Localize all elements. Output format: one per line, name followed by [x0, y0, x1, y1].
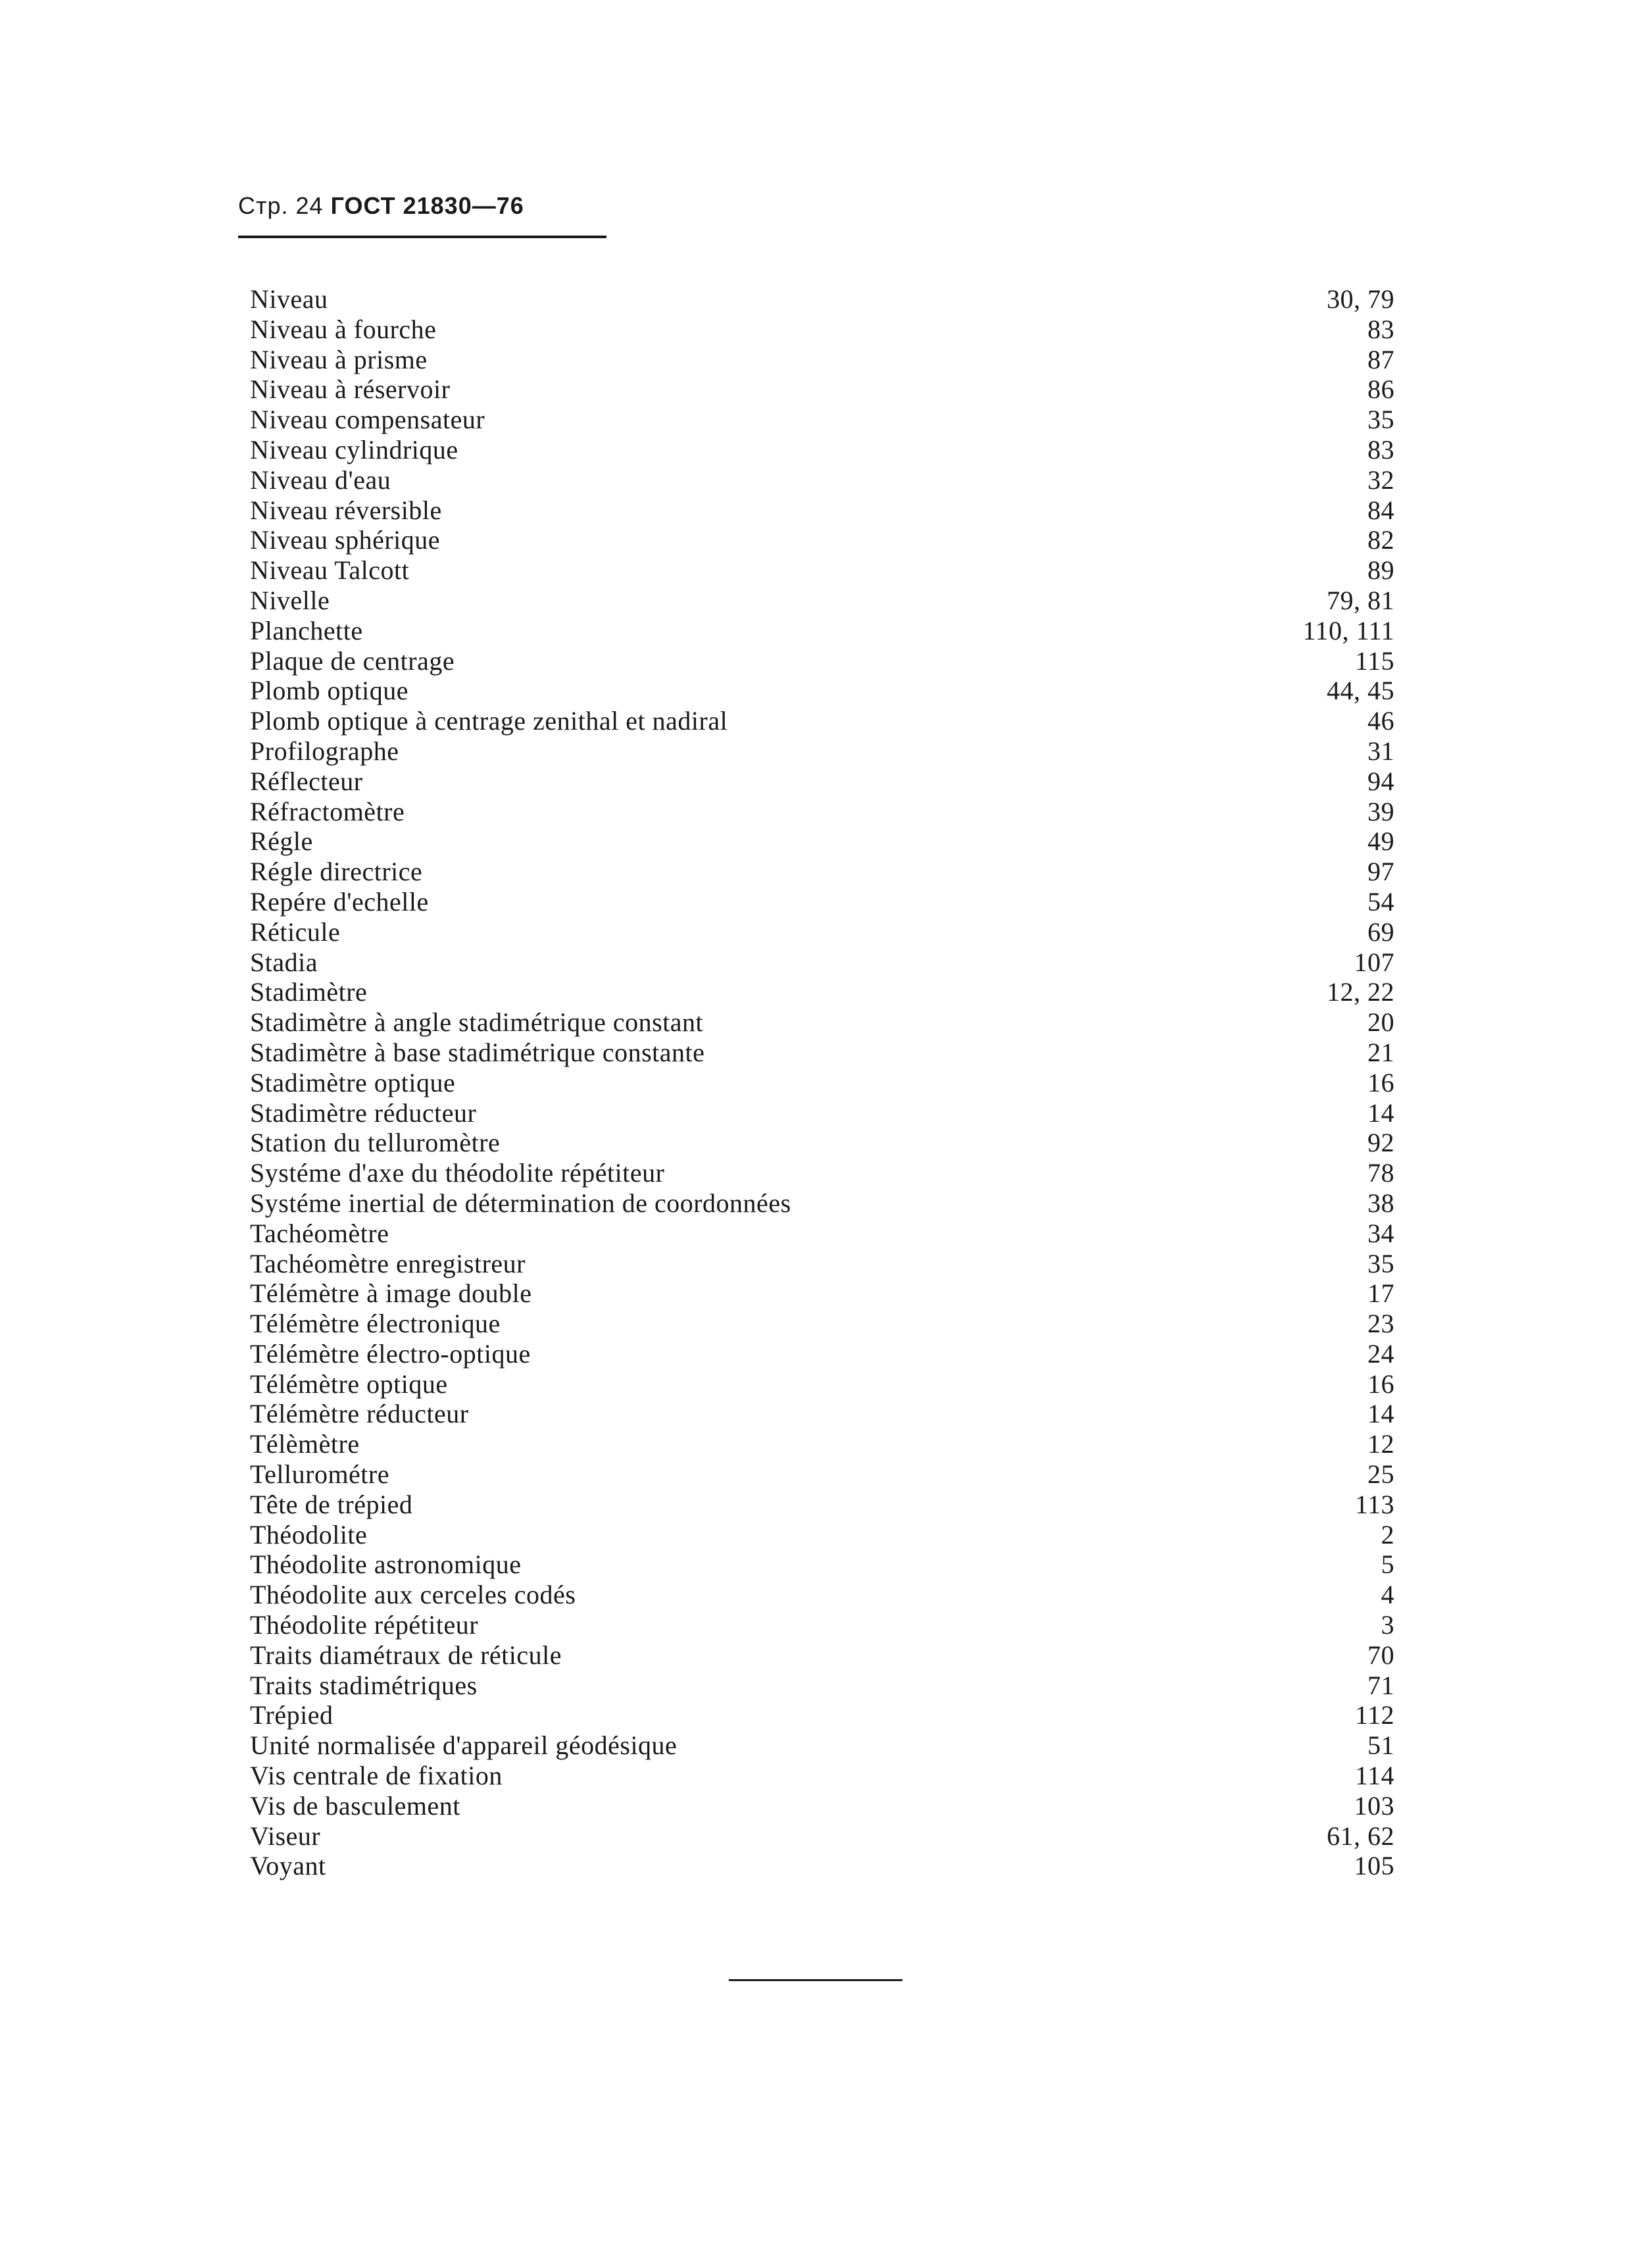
- index-entry: [237, 797, 1408, 827]
- page-header: [238, 192, 524, 220]
- index-entry: [237, 1610, 1408, 1640]
- entry-refs: 39: [1368, 796, 1394, 826]
- index-entry: [237, 1459, 1408, 1490]
- entry-term: Théodolite aux cerceles codés: [250, 1580, 576, 1610]
- index-entry: [237, 1791, 1408, 1821]
- entry-term: Unité normalisée d'appareil géodésique: [250, 1730, 678, 1761]
- entry-refs: 12, 22: [1327, 977, 1394, 1007]
- entry-term: Tête de trépied: [250, 1489, 413, 1519]
- entry-refs: 35: [1368, 1248, 1394, 1278]
- index-entry: [237, 917, 1408, 947]
- index-entry: [237, 1038, 1408, 1068]
- index-entry: [237, 1640, 1408, 1671]
- entry-term: Voyant: [250, 1851, 326, 1881]
- entry-term: Niveau réversible: [250, 495, 442, 525]
- entry-refs: 54: [1368, 886, 1394, 917]
- entry-refs: 69: [1368, 917, 1394, 947]
- index-entry: [237, 947, 1408, 978]
- entry-term: Télèmètre: [250, 1429, 360, 1459]
- entry-term: Tellurométre: [250, 1459, 389, 1490]
- index-entry: [237, 977, 1408, 1007]
- entry-refs: 2: [1381, 1519, 1394, 1550]
- entry-term: Stadimètre à angle stadimétrique constant: [250, 1007, 704, 1038]
- index-entry: [237, 1158, 1408, 1188]
- index-entry: [237, 495, 1408, 526]
- entry-refs: 32: [1368, 465, 1394, 495]
- entry-term: Télémètre optique: [250, 1369, 448, 1399]
- entry-term: Vis de basculement: [250, 1790, 460, 1821]
- entry-refs: 105: [1354, 1851, 1394, 1881]
- terms-index: [237, 284, 1408, 1881]
- entry-refs: 83: [1368, 434, 1394, 465]
- index-entry: [237, 1098, 1408, 1128]
- entry-term: Niveau à fourche: [250, 314, 437, 344]
- index-entry: [237, 1671, 1408, 1701]
- index-entry: [237, 1520, 1408, 1550]
- page-label: Стр. 24: [238, 192, 324, 219]
- index-entry: [237, 1007, 1408, 1038]
- index-entry: [237, 345, 1408, 375]
- index-entry: [237, 1730, 1408, 1761]
- entry-term: Plomb optique: [250, 676, 408, 706]
- index-entry: [237, 435, 1408, 465]
- index-entry: [237, 1761, 1408, 1791]
- entry-term: Systéme d'axe du théodolite répétiteur: [250, 1158, 665, 1188]
- index-entry: [237, 887, 1408, 917]
- entry-refs: 17: [1368, 1278, 1394, 1309]
- index-entry: [237, 586, 1408, 616]
- entry-refs: 5: [1381, 1550, 1394, 1580]
- index-entry: [237, 1278, 1408, 1309]
- footer-rule: [729, 1979, 902, 1981]
- entry-term: Stadia: [250, 947, 318, 977]
- entry-refs: 107: [1354, 947, 1394, 977]
- entry-term: Réfractomètre: [250, 796, 405, 826]
- index-entry: [237, 1188, 1408, 1219]
- index-entry: [237, 1490, 1408, 1520]
- index-entry: [237, 1249, 1408, 1279]
- index-entry: [237, 676, 1408, 706]
- index-entry: [237, 1369, 1408, 1399]
- entry-refs: 70: [1368, 1640, 1394, 1670]
- entry-term: Nivelle: [250, 585, 330, 615]
- entry-refs: 16: [1368, 1369, 1394, 1399]
- index-entry: [237, 1580, 1408, 1610]
- entry-refs: 3: [1381, 1610, 1394, 1640]
- index-entry: [237, 405, 1408, 435]
- entry-term: Stadimètre: [250, 977, 368, 1007]
- entry-term: Niveau Talcott: [250, 555, 410, 586]
- entry-refs: 16: [1368, 1067, 1394, 1097]
- standard-designation: ГОСТ 21830—76: [330, 192, 524, 219]
- entry-refs: 44, 45: [1327, 676, 1394, 706]
- entry-refs: 71: [1368, 1670, 1394, 1700]
- index-entry: [237, 1309, 1408, 1339]
- entry-term: Profilographe: [250, 736, 399, 766]
- index-entry: [237, 736, 1408, 767]
- index-entry: [237, 1851, 1408, 1881]
- index-entry: [237, 525, 1408, 555]
- entry-term: Régle: [250, 826, 313, 857]
- index-entry: [237, 1128, 1408, 1158]
- index-entry: [237, 555, 1408, 586]
- entry-term: Viseur: [250, 1821, 321, 1851]
- entry-term: Télémètre électro-optique: [250, 1338, 531, 1369]
- index-entry: [237, 1700, 1408, 1730]
- entry-term: Théodolite astronomique: [250, 1550, 522, 1580]
- entry-refs: 113: [1354, 1489, 1394, 1519]
- entry-refs: 23: [1368, 1309, 1394, 1339]
- index-entry: [237, 1219, 1408, 1249]
- entry-refs: 92: [1368, 1128, 1394, 1158]
- entry-refs: 30, 79: [1327, 284, 1394, 314]
- entry-term: Vis centrale de fixation: [250, 1761, 503, 1791]
- entry-term: Repére d'echelle: [250, 886, 429, 917]
- entry-refs: 4: [1381, 1580, 1394, 1610]
- entry-refs: 35: [1368, 405, 1394, 435]
- entry-term: Théodolite répétiteur: [250, 1610, 479, 1640]
- entry-refs: 97: [1368, 857, 1394, 887]
- entry-refs: 21: [1368, 1037, 1394, 1067]
- entry-refs: 114: [1354, 1761, 1394, 1791]
- index-entry: [237, 826, 1408, 857]
- entry-term: Planchette: [250, 615, 363, 645]
- entry-refs: 110, 111: [1302, 615, 1394, 645]
- entry-refs: 86: [1368, 374, 1394, 405]
- entry-term: Niveau sphérique: [250, 525, 441, 555]
- index-entry: [237, 616, 1408, 646]
- index-entry: [237, 1429, 1408, 1459]
- entry-refs: 34: [1368, 1218, 1394, 1248]
- entry-term: Niveau cylindrique: [250, 434, 458, 465]
- index-entry: [237, 706, 1408, 736]
- entry-term: Niveau d'eau: [250, 465, 391, 495]
- entry-term: Station du telluromètre: [250, 1128, 501, 1158]
- entry-term: Traits stadimétriques: [250, 1670, 478, 1700]
- entry-term: Niveau à prisme: [250, 344, 428, 374]
- entry-refs: 103: [1354, 1790, 1394, 1821]
- entry-refs: 49: [1368, 826, 1394, 857]
- entry-refs: 14: [1368, 1399, 1394, 1429]
- entry-refs: 94: [1368, 766, 1394, 796]
- index-entry: [237, 284, 1408, 315]
- entry-refs: 84: [1368, 495, 1394, 525]
- index-entry: [237, 767, 1408, 797]
- entry-refs: 87: [1368, 344, 1394, 374]
- entry-refs: 61, 62: [1327, 1821, 1394, 1851]
- entry-refs: 12: [1368, 1429, 1394, 1459]
- entry-refs: 31: [1368, 736, 1394, 766]
- entry-refs: 51: [1368, 1730, 1394, 1761]
- entry-term: Traits diamétraux de réticule: [250, 1640, 562, 1670]
- entry-term: Réticule: [250, 917, 341, 947]
- entry-refs: 46: [1368, 706, 1394, 736]
- index-entry: [237, 374, 1408, 405]
- entry-term: Télémètre à image double: [250, 1278, 532, 1309]
- entry-term: Plomb optique à centrage zenithal et nadiral: [250, 706, 728, 736]
- entry-refs: 38: [1368, 1188, 1394, 1218]
- entry-refs: 24: [1368, 1338, 1394, 1369]
- entry-term: Stadimètre réducteur: [250, 1097, 477, 1128]
- index-entry: [237, 1550, 1408, 1580]
- entry-term: Plaque de centrage: [250, 645, 455, 676]
- index-entry: [237, 1399, 1408, 1429]
- entry-term: Télémètre réducteur: [250, 1399, 469, 1429]
- entry-refs: 82: [1368, 525, 1394, 555]
- entry-term: Systéme inertial de détermination de coordonnées: [250, 1188, 791, 1218]
- entry-refs: 112: [1354, 1700, 1394, 1730]
- entry-term: Théodolite: [250, 1519, 368, 1550]
- entry-refs: 78: [1368, 1158, 1394, 1188]
- index-entry: [237, 1068, 1408, 1098]
- entry-term: Télémètre électronique: [250, 1309, 501, 1339]
- entry-term: Stadimètre optique: [250, 1067, 456, 1097]
- entry-refs: 89: [1368, 555, 1394, 586]
- index-entry: [237, 1339, 1408, 1369]
- entry-refs: 115: [1354, 645, 1394, 676]
- entry-term: Tachéomètre: [250, 1218, 389, 1248]
- entry-term: Réflecteur: [250, 766, 363, 796]
- entry-refs: 79, 81: [1327, 585, 1394, 615]
- entry-term: Niveau à réservoir: [250, 374, 451, 405]
- entry-term: Niveau compensateur: [250, 405, 485, 435]
- index-entry: [237, 1821, 1408, 1852]
- entry-refs: 20: [1368, 1007, 1394, 1038]
- entry-refs: 14: [1368, 1097, 1394, 1128]
- index-entry: [237, 315, 1408, 345]
- index-entry: [237, 646, 1408, 676]
- entry-term: Trépied: [250, 1700, 333, 1730]
- index-entry: [237, 465, 1408, 495]
- entry-refs: 25: [1368, 1459, 1394, 1490]
- entry-term: Régle directrice: [250, 857, 423, 887]
- header-rule: [238, 236, 606, 238]
- entry-term: Niveau: [250, 284, 328, 314]
- entry-term: Tachéomètre enregistreur: [250, 1248, 526, 1278]
- index-entry: [237, 857, 1408, 887]
- entry-term: Stadimètre à base stadimétrique constante: [250, 1037, 705, 1067]
- entry-refs: 83: [1368, 314, 1394, 344]
